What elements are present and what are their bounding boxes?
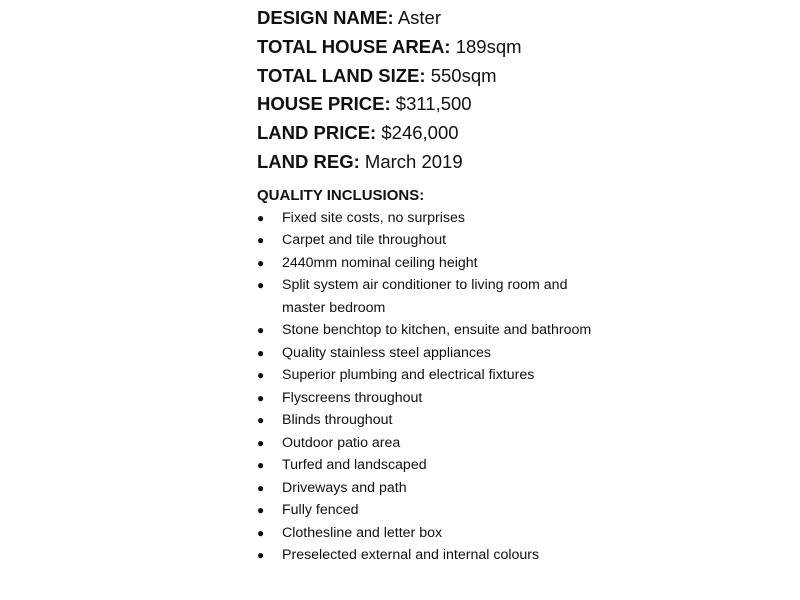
bullet-icon: ●: [257, 255, 265, 270]
spec-value: 550sqm: [430, 64, 497, 86]
bullet-icon: ●: [257, 525, 265, 540]
list-item-text: Superior plumbing and electrical fixtures: [282, 367, 535, 384]
list-item-text: Driveways and path: [282, 479, 407, 496]
list-item: [257, 432, 592, 455]
spec-design-name: [257, 4, 587, 33]
bullet-icon: ●: [257, 480, 265, 495]
list-item: [257, 274, 592, 319]
spec-label: HOUSE PRICE:: [257, 93, 391, 115]
list-item: [257, 207, 592, 230]
bullet-icon: ●: [257, 323, 265, 338]
list-item-text: Clothesline and letter box: [282, 524, 443, 541]
list-item: [257, 387, 592, 410]
spec-value: $246,000: [381, 122, 459, 144]
spec-value: 189sqm: [455, 35, 522, 57]
list-item: [257, 229, 592, 252]
spec-value: Aster: [397, 7, 442, 28]
bullet-icon: ●: [257, 368, 265, 383]
list-item: [257, 522, 592, 545]
list-item-text: Outdoor patio area: [282, 434, 401, 451]
list-item-text: 2440mm nominal ceiling height: [282, 254, 478, 271]
list-item-text: Fixed site costs, no surprises: [282, 209, 465, 226]
list-item: [257, 342, 592, 365]
bullet-icon: ●: [257, 548, 265, 563]
list-item: [257, 364, 592, 387]
bullet-icon: ●: [257, 413, 265, 428]
list-item: [257, 544, 592, 567]
bullet-icon: ●: [257, 458, 265, 473]
list-item: [257, 499, 592, 522]
list-item: [257, 477, 592, 500]
list-item-text: Carpet and tile throughout: [282, 232, 447, 249]
bullet-icon: ●: [257, 233, 265, 248]
list-item-text: Stone benchtop to kitchen, ensuite and bathroom: [282, 322, 592, 339]
spec-house-area: [257, 33, 587, 62]
bullet-icon: ●: [257, 345, 265, 360]
spec-label: TOTAL HOUSE AREA:: [257, 35, 451, 57]
list-item-text: Turfed and landscaped: [282, 457, 427, 474]
inclusions-heading: QUALITY INCLUSIONS:: [257, 186, 425, 204]
bullet-icon: ●: [257, 503, 265, 518]
bullet-icon: ●: [257, 278, 265, 293]
list-item: [257, 454, 592, 477]
bullet-icon: ●: [257, 435, 265, 450]
list-item: [257, 319, 592, 342]
spec-house-price: [257, 90, 587, 119]
list-item-text: Preselected external and internal colours: [282, 547, 540, 564]
spec-label: LAND REG:: [257, 150, 360, 172]
list-item: [257, 252, 592, 275]
spec-land-price: [257, 119, 587, 148]
spec-label: TOTAL LAND SIZE:: [257, 64, 426, 86]
spec-label: LAND PRICE:: [257, 122, 377, 144]
spec-label: DESIGN NAME:: [257, 7, 394, 28]
spec-value: March 2019: [364, 150, 463, 172]
bullet-icon: ●: [257, 390, 265, 405]
list-item-text: Split system air conditioner to living room and master bedroom: [282, 277, 568, 316]
list-item-text: Quality stainless steel appliances: [282, 344, 491, 361]
list-item-text: Flyscreens throughout: [282, 389, 423, 406]
list-item-text: Blinds throughout: [282, 412, 393, 429]
spec-land-size: [257, 62, 587, 91]
list-item: [257, 409, 592, 432]
bullet-icon: ●: [257, 210, 265, 225]
spec-land-reg: [257, 148, 587, 177]
list-item-text: Fully fenced: [282, 502, 359, 519]
spec-value: $311,500: [395, 93, 472, 115]
property-spec-sheet: [257, 4, 592, 567]
inclusions-list: [257, 207, 592, 567]
